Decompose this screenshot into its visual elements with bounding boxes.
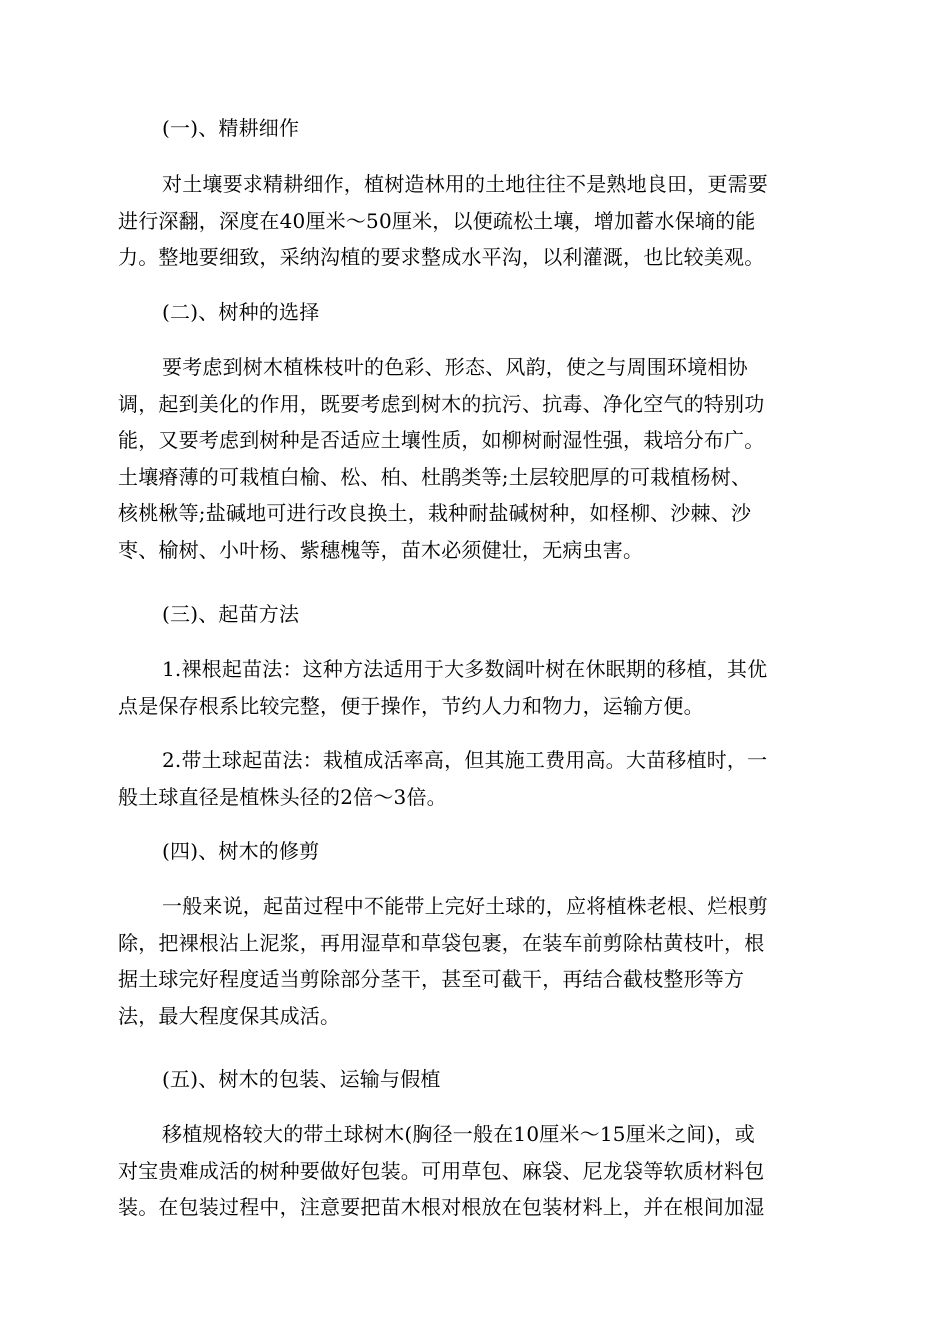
paragraph-line: 点是保存根系比较完整，便于操作，节约人力和物力，运输方便。: [118, 693, 704, 718]
paragraph-line: 一般来说，起苗过程中不能带上完好土球的，应将植株老根、烂根剪: [162, 894, 768, 918]
paragraph-line: 土壤瘠薄的可栽植白榆、松、柏、杜鹃类等;土层较肥厚的可栽植杨树、: [118, 464, 752, 489]
paragraph-line: 除，把裸根沾上泥浆，再用湿草和草袋包裹，在装车前剪除枯黄枝叶，根: [118, 930, 765, 955]
paragraph-4: [118, 742, 834, 815]
paragraph-line: 进行深翻，深度在40厘米～50厘米，以便疏松土壤，增加蓄水保墒的能: [118, 208, 756, 233]
paragraph-line: 力。整地要细致，采纳沟植的要求整成水平沟，以利灌溉，也比较美观。: [118, 245, 765, 269]
paragraph-line: 据土球完好程度适当剪除部分茎干，甚至可截干，再结合截枝整形等方: [118, 967, 745, 991]
paragraph-line: 装。在包装过程中，注意要把苗木根对根放在包装材料上，并在根间加湿: [118, 1195, 765, 1219]
paragraph-line: 核桃楸等;盐碱地可进行改良换土，栽种耐盐碱树种，如柽柳、沙棘、沙: [118, 501, 752, 525]
paragraph-line: 枣、榆树、小叶杨、紫穗槐等，苗木必须健壮，无病虫害。: [118, 537, 644, 562]
paragraph-1: [118, 166, 834, 276]
paragraph-line: 调，起到美化的作用，既要考虑到树木的抗污、抗毒、净化空气的特别功: [118, 391, 765, 416]
paragraph-line: 法，最大程度保其成活。: [118, 1003, 341, 1028]
section-heading-1: (一)、精耕细作: [162, 116, 300, 140]
paragraph-line: 1.裸根起苗法：这种方法适用于大多数阔叶树在休眠期的移植，其优: [162, 657, 768, 681]
paragraph-line: 对土壤要求精耕细作，植树造林用的土地往往不是熟地良田，更需要: [162, 172, 768, 196]
paragraph-2: [118, 349, 834, 568]
paragraph-line: 2.带土球起苗法：栽植成活率高，但其施工费用高。大苗移植时，一: [162, 748, 768, 772]
paragraph-line: 移植规格较大的带土球树木(胸径一般在10厘米～15厘米之间)，或: [162, 1122, 755, 1146]
paragraph-6: [118, 1116, 834, 1226]
section-heading-5: (五)、树木的包装、运输与假植: [162, 1067, 441, 1091]
section-heading-2: (二)、树种的选择: [162, 300, 320, 324]
paragraph-line: 对宝贵难成活的树种要做好包装。可用草包、麻袋、尼龙袋等软质材料包: [118, 1158, 765, 1183]
paragraph-line: 要考虑到树木植株枝叶的色彩、形态、风韵，使之与周围环境相协: [162, 355, 748, 379]
paragraph-3: [118, 651, 834, 724]
paragraph-5: [118, 888, 834, 1034]
section-heading-4: (四)、树木的修剪: [162, 839, 320, 863]
paragraph-line: 能，又要考虑到树种是否适应土壤性质，如柳树耐湿性强，栽培分布广。: [118, 428, 765, 452]
section-heading-3: (三)、起苗方法: [162, 602, 300, 626]
paragraph-line: 般土球直径是植株头径的2倍～3倍。: [118, 784, 447, 809]
